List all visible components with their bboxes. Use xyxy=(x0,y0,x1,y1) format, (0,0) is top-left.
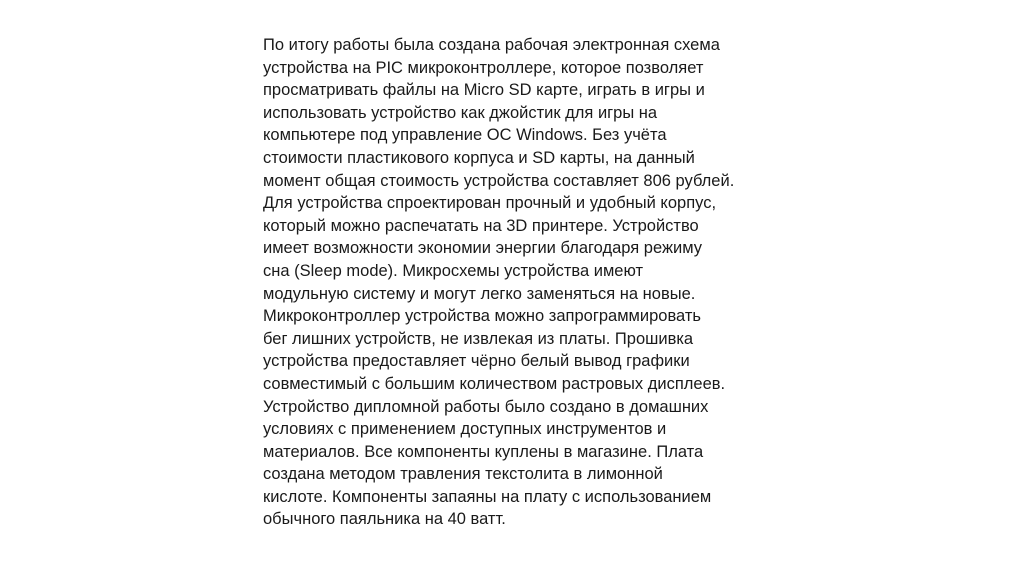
text-line: кислоте. Компоненты запаяны на плату с использованием xyxy=(263,487,712,506)
text-line: который можно распечатать на 3D принтере. Устройство xyxy=(263,216,699,235)
text-line: Устройство дипломной работы было создано в домашних xyxy=(263,397,709,416)
text-line: бег лишних устройств, не извлекая из платы. Прошивка xyxy=(263,329,694,348)
text-line: устройства на PIC микроконтроллере, которое позволяет xyxy=(263,58,704,77)
text-line: компьютере под управление ОС Windows. Без учёта xyxy=(263,126,667,145)
text-line: материалов. Все компоненты куплены в магазине. Плата xyxy=(263,442,704,461)
text-line: совместимый с большим количеством растровых дисплеев. xyxy=(263,374,726,393)
text-line: сна (Sleep mode). Микросхемы устройства имеют xyxy=(263,261,644,280)
text-line: По итогу работы была создана рабочая электронная схема xyxy=(263,36,720,54)
text-line: модульную систему и могут легко заменяться на новые. xyxy=(263,284,696,303)
body-paragraph xyxy=(263,34,763,531)
text-line: стоимости пластикового корпуса и SD карты, на данный xyxy=(263,148,695,167)
text-line: обычного паяльника на 40 ватт. xyxy=(263,510,506,529)
text-line: Для устройства спроектирован прочный и удобный корпус, xyxy=(263,194,717,213)
text-line: использовать устройство как джойстик для игры на xyxy=(263,103,658,122)
text-line: устройства предоставляет чёрно белый вывод графики xyxy=(263,352,690,371)
text-line: создана методом травления текстолита в лимонной xyxy=(263,465,663,484)
text-line: просматривать файлы на Micro SD карте, играть в игры и xyxy=(263,81,705,100)
text-line: имеет возможности экономии энергии благодаря режиму xyxy=(263,239,702,258)
text-line: условиях с применением доступных инструментов и xyxy=(263,420,667,439)
text-line: Микроконтроллер устройства можно запрограммировать xyxy=(263,307,702,326)
text-line: момент общая стоимость устройства составляет 806 рублей. xyxy=(263,171,735,190)
